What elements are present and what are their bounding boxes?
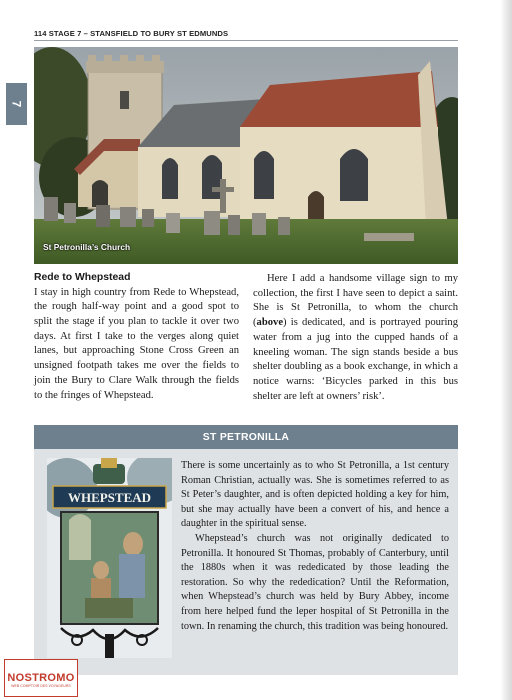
body-text: ) is dedicated, and is portrayed pouring water from a jug into the cupped hands of a kneeling woman. The sign stands beside a bus shelter doubling as a book exchange, in which a notice warns: ‘Bicycles parked in this bus shelter are left at owners’ risk’. bbox=[253, 317, 458, 402]
village-sign-photo bbox=[47, 458, 172, 658]
body-text-bold: above bbox=[256, 317, 284, 329]
sign-lettering: WHEPSTEAD bbox=[67, 490, 152, 505]
body-paragraph bbox=[253, 272, 458, 404]
body-paragraph: I stay in high country from Rede to Whepstead, the rough half-way point and a good spot to split the stage if you plan to tackle it over two days. At first I take to the verges along quiet lanes, but approaching Stone Cross Green an unsigned footpath takes me over the fields to join the Bury to Clare Walk through the fields to the fringes of Whepstead. bbox=[34, 286, 239, 401]
section-subheading: Rede to Whepstead bbox=[34, 272, 131, 283]
text-column-right bbox=[253, 272, 458, 404]
text-column-left bbox=[34, 272, 239, 403]
body-text: Here I add a handsome village sign to my collection, the first I have seen to depict a saint. She is St Petronilla, to whom the church ( bbox=[253, 273, 458, 329]
page-edge-shadow bbox=[500, 0, 512, 700]
photo-caption: St Petronilla’s Church bbox=[43, 242, 131, 252]
church-photo bbox=[34, 47, 458, 264]
running-head: 114 STAGE 7 – STANSFIELD TO BURY ST EDMUNDS bbox=[34, 29, 229, 38]
sidebar-box bbox=[34, 425, 458, 675]
header-rule bbox=[34, 40, 458, 41]
box-title: ST PETRONILLA bbox=[34, 425, 458, 449]
chapter-tab bbox=[6, 83, 27, 125]
box-body bbox=[181, 459, 449, 634]
logo-tagline: WEB COMPTOIR DES VOYAGEURS bbox=[11, 684, 71, 688]
logo-name: NOSTROMO bbox=[7, 672, 75, 684]
box-paragraph: There is some uncertainly as to who St Petronilla, a 1st century Roman Christian, actually was. She is sometimes referred to as St Peter’s daughter, and is often depicted holding a key for him, but she may actually have been a convert of his, and hence a daughter in the spiritual sense. bbox=[181, 460, 449, 530]
church-illustration bbox=[34, 47, 458, 264]
village-sign-illustration bbox=[47, 458, 172, 658]
box-paragraph: Whepstead’s church was not originally dedicated to Petronilla. It honoured St Thomas, probably of Canterbury, until the 1880s when it was rededicated by those leading the restoration. So why the rededication? Until the Reformation, when Whepstead’s church was held by Bury Abbey, income from here helped fund the leper hospital of St Petronilla in the town. In renaming the church, this tradition was being honoured. bbox=[181, 532, 449, 632]
nostromo-logo bbox=[4, 659, 78, 697]
chapter-number: 7 bbox=[9, 100, 24, 108]
